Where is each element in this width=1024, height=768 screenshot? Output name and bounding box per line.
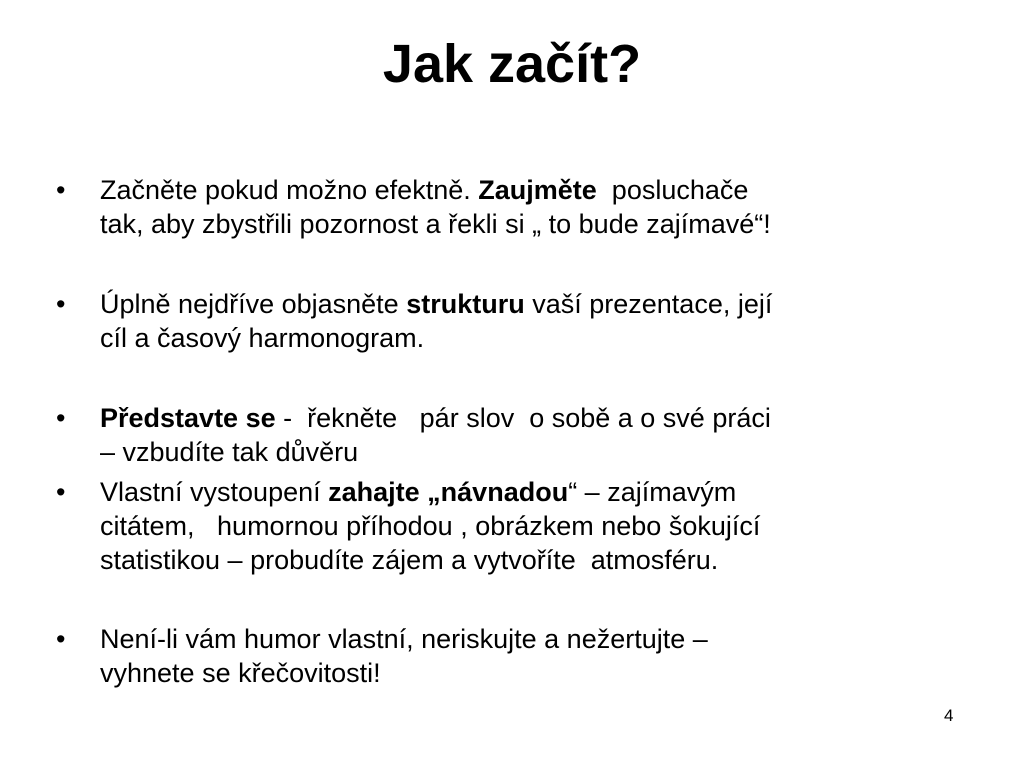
bullet-line [100, 543, 980, 577]
text-run: “ – zajímavým [568, 477, 737, 507]
text-run: Vlastní vystoupení [100, 477, 329, 507]
text-run: Začněte pokud možno efektně. [100, 175, 479, 205]
bullet-text [100, 401, 980, 469]
bold-text-run: zahajte „návnadou [328, 477, 569, 507]
bullet-text [100, 622, 980, 690]
text-run: cíl a časový harmonogram. [100, 323, 425, 353]
bullet-line [100, 656, 980, 690]
text-run: vaší prezentace, její [524, 289, 773, 319]
text-run: statistikou – probudíte zájem a vytvoříte atmosféru. [100, 545, 719, 575]
bullet-line [100, 401, 980, 435]
bullet-line [100, 435, 980, 469]
bullet-line [100, 475, 980, 509]
bullet-line [100, 207, 980, 241]
bullet-line [100, 622, 980, 656]
bullet-text [100, 287, 980, 355]
bold-text-run: strukturu [406, 289, 525, 319]
bullet-dot: • [56, 403, 66, 433]
text-run: posluchače [596, 175, 749, 205]
bullet-line [100, 509, 980, 543]
text-run: tak, aby zbystřili pozornost a řekli si „ to bude zajímavé“! [100, 209, 771, 239]
text-run: – vzbudíte tak důvěru [100, 437, 359, 467]
text-run: Úplně nejdříve objasněte [100, 289, 407, 319]
bullet-dot: • [56, 289, 66, 319]
slide-title: Jak začít? [382, 34, 642, 94]
bullet-line [100, 287, 980, 321]
bullet-text [100, 475, 980, 577]
text-run: - řekněte pár slov o sobě a o své práci [275, 403, 771, 433]
bullet-dot: • [56, 477, 66, 507]
bullet-dot: • [56, 624, 66, 654]
bullet-text [100, 173, 980, 241]
bold-text-run: Představte se [100, 403, 276, 433]
bold-text-run: Zaujměte [478, 175, 597, 205]
page-number: 4 [944, 706, 954, 725]
text-run: citátem, humornou příhodou , obrázkem nebo šokující [100, 511, 761, 541]
bullet-line [100, 173, 980, 207]
bullet-line [100, 321, 980, 355]
text-run: vyhnete se křečovitosti! [100, 658, 381, 688]
text-run: Není-li vám humor vlastní, neriskujte a nežertujte – [100, 624, 708, 654]
bullet-dot: • [56, 175, 66, 205]
